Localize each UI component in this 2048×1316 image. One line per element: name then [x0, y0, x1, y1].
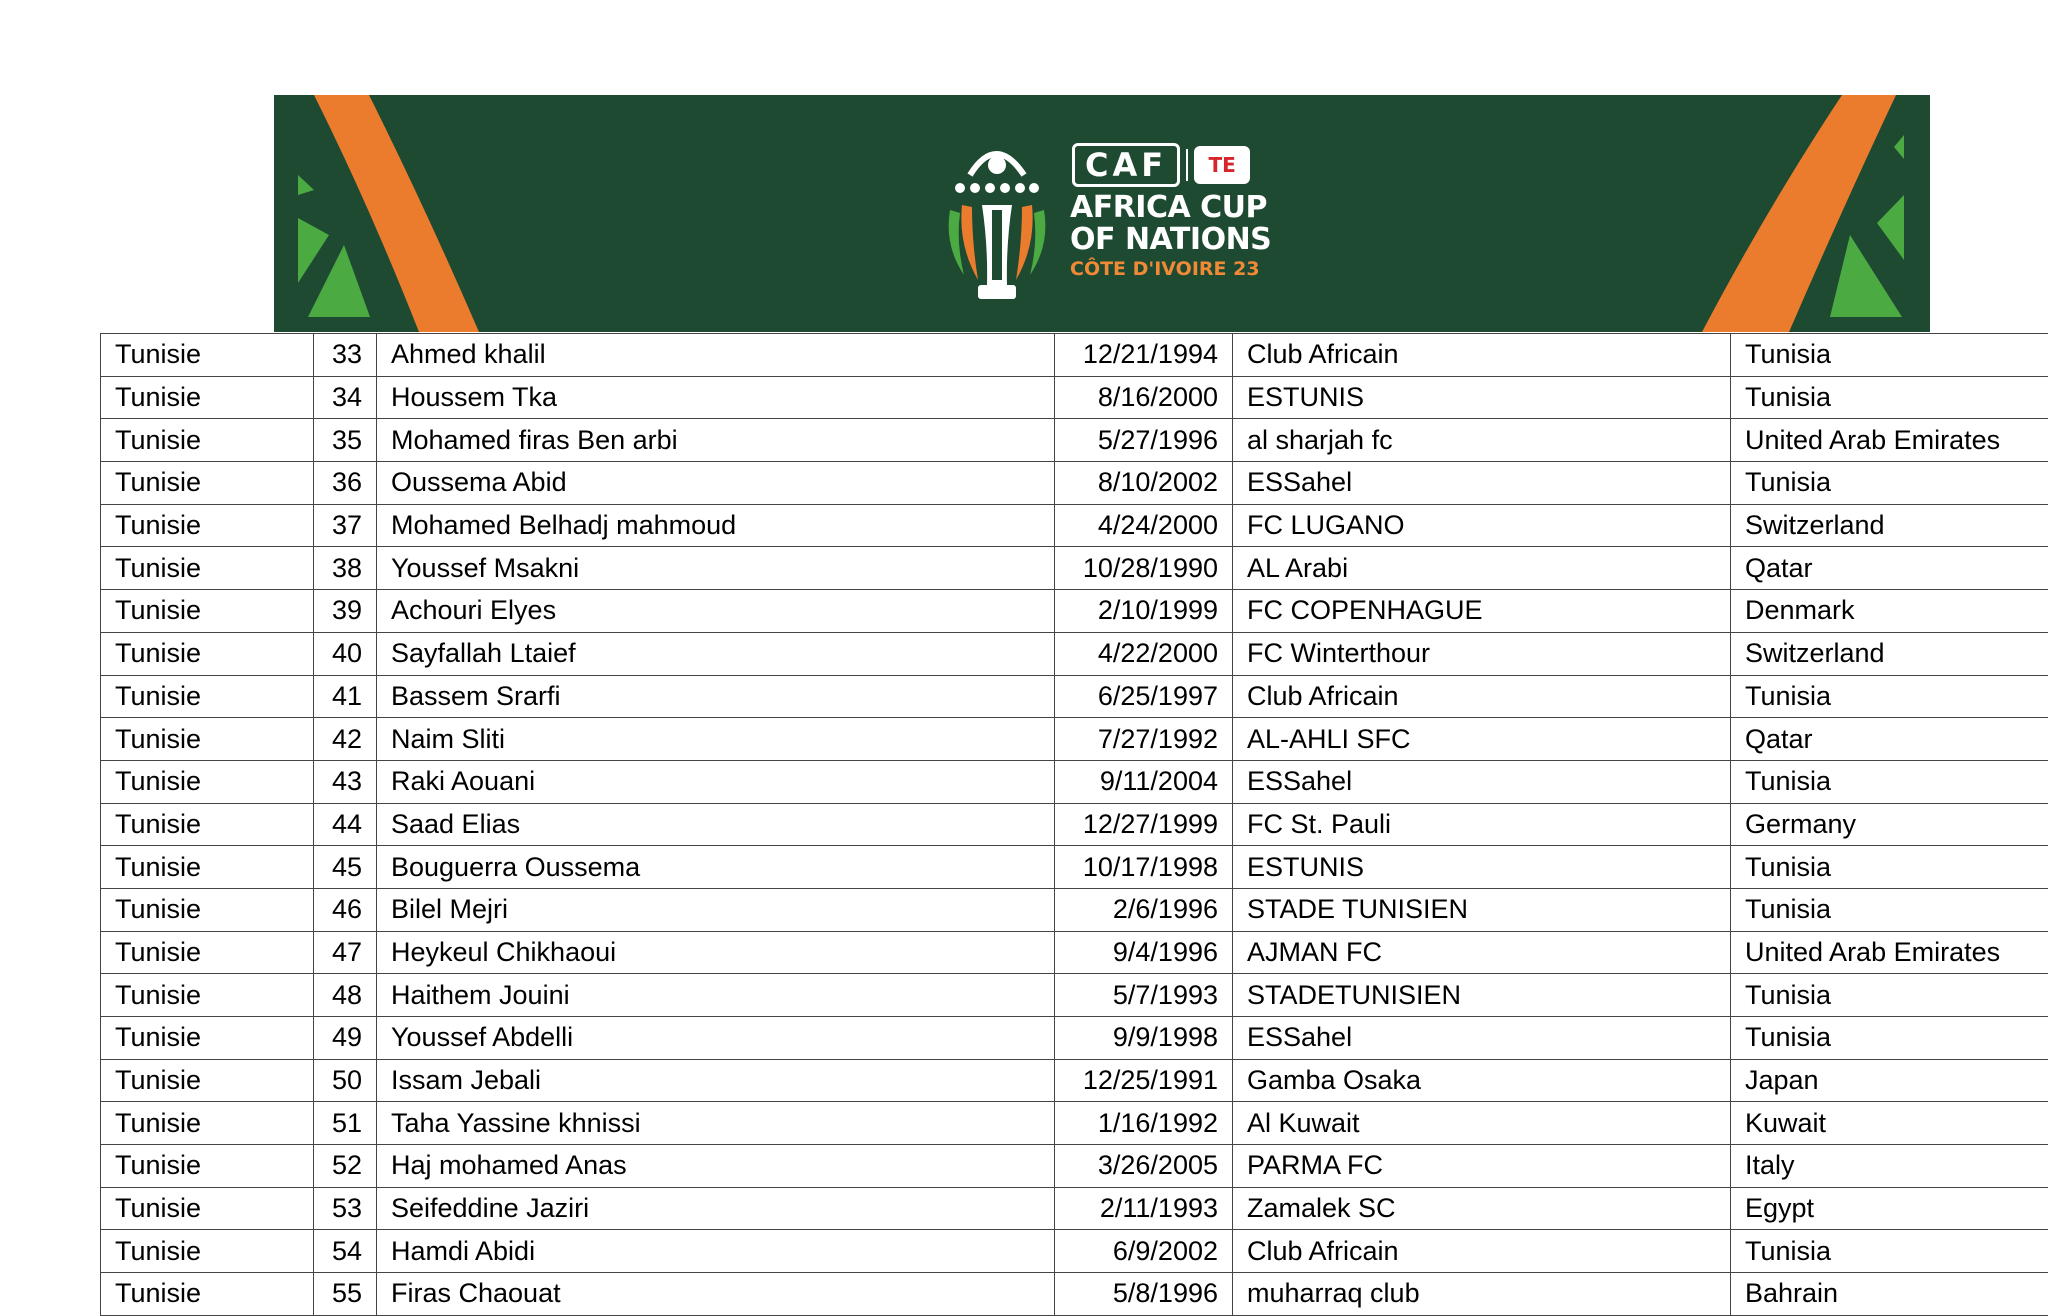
- left-green-triangle-3: [298, 175, 314, 195]
- number-cell: 34: [314, 376, 377, 419]
- birth-date-cell: 12/25/1991: [1055, 1059, 1233, 1102]
- club-cell: AL-AHLI SFC: [1233, 718, 1731, 761]
- team-cell: Tunisie: [101, 1230, 314, 1273]
- player-name-cell: Youssef Abdelli: [377, 1017, 1055, 1060]
- birth-date-cell: 12/21/1994: [1055, 334, 1233, 377]
- table-row: [101, 974, 2048, 1017]
- club-country-cell: Tunisia: [1731, 376, 2048, 419]
- number-cell: 40: [314, 632, 377, 675]
- team-cell: Tunisie: [101, 1102, 314, 1145]
- birth-date-cell: 2/6/1996: [1055, 888, 1233, 931]
- table-row: [101, 632, 2048, 675]
- number-cell: 42: [314, 718, 377, 761]
- number-cell: 51: [314, 1102, 377, 1145]
- birth-date-cell: 8/16/2000: [1055, 376, 1233, 419]
- club-country-cell: United Arab Emirates: [1731, 931, 2048, 974]
- club-cell: ESTUNIS: [1233, 376, 1731, 419]
- birth-date-cell: 10/17/1998: [1055, 846, 1233, 889]
- club-country-cell: United Arab Emirates: [1731, 419, 2048, 462]
- birth-date-cell: 8/10/2002: [1055, 462, 1233, 505]
- team-cell: Tunisie: [101, 547, 314, 590]
- player-name-cell: Mohamed Belhadj mahmoud: [377, 504, 1055, 547]
- club-country-cell: Denmark: [1731, 590, 2048, 633]
- table-row: [101, 504, 2048, 547]
- table-row: [101, 590, 2048, 633]
- table-row: [101, 803, 2048, 846]
- number-cell: 52: [314, 1145, 377, 1188]
- number-cell: 38: [314, 547, 377, 590]
- birth-date-cell: 4/22/2000: [1055, 632, 1233, 675]
- number-cell: 36: [314, 462, 377, 505]
- trophy-icon: [942, 125, 1052, 315]
- club-cell: FC COPENHAGUE: [1233, 590, 1731, 633]
- table-row: [101, 718, 2048, 761]
- club-country-cell: Japan: [1731, 1059, 2048, 1102]
- player-name-cell: Heykeul Chikhaoui: [377, 931, 1055, 974]
- club-cell: AJMAN FC: [1233, 931, 1731, 974]
- number-cell: 55: [314, 1273, 377, 1316]
- player-name-cell: Haithem Jouini: [377, 974, 1055, 1017]
- team-cell: Tunisie: [101, 1273, 314, 1316]
- number-cell: 46: [314, 888, 377, 931]
- club-country-cell: Tunisia: [1731, 888, 2048, 931]
- number-cell: 44: [314, 803, 377, 846]
- number-cell: 37: [314, 504, 377, 547]
- right-green-triangle-1: [1877, 195, 1904, 260]
- team-cell: Tunisie: [101, 590, 314, 633]
- sponsor-logo: TE: [1194, 146, 1250, 184]
- table-row: [101, 1017, 2048, 1060]
- birth-date-cell: 5/8/1996: [1055, 1273, 1233, 1316]
- number-cell: 47: [314, 931, 377, 974]
- club-cell: FC LUGANO: [1233, 504, 1731, 547]
- table-row: [101, 1230, 2048, 1273]
- birth-date-cell: 9/4/1996: [1055, 931, 1233, 974]
- player-name-cell: Issam Jebali: [377, 1059, 1055, 1102]
- club-cell: muharraq club: [1233, 1273, 1731, 1316]
- birth-date-cell: 2/10/1999: [1055, 590, 1233, 633]
- club-cell: PARMA FC: [1233, 1145, 1731, 1188]
- tournament-host-line: CÔTE D'IVOIRE 23: [1070, 260, 1260, 279]
- team-cell: Tunisie: [101, 419, 314, 462]
- roster-body: [101, 334, 2048, 1316]
- club-country-cell: Qatar: [1731, 718, 2048, 761]
- club-country-cell: Tunisia: [1731, 974, 2048, 1017]
- table-row: [101, 376, 2048, 419]
- number-cell: 54: [314, 1230, 377, 1273]
- number-cell: 33: [314, 334, 377, 377]
- club-cell: al sharjah fc: [1233, 419, 1731, 462]
- player-name-cell: Bassem Srarfi: [377, 675, 1055, 718]
- team-cell: Tunisie: [101, 376, 314, 419]
- player-name-cell: Achouri Elyes: [377, 590, 1055, 633]
- player-name-cell: Mohamed firas Ben arbi: [377, 419, 1055, 462]
- team-cell: Tunisie: [101, 803, 314, 846]
- table-row: [101, 846, 2048, 889]
- player-name-cell: Youssef Msakni: [377, 547, 1055, 590]
- club-country-cell: Switzerland: [1731, 504, 2048, 547]
- birth-date-cell: 12/27/1999: [1055, 803, 1233, 846]
- table-row: [101, 931, 2048, 974]
- team-cell: Tunisie: [101, 974, 314, 1017]
- club-country-cell: Tunisia: [1731, 1017, 2048, 1060]
- player-name-cell: Raki Aouani: [377, 760, 1055, 803]
- number-cell: 35: [314, 419, 377, 462]
- birth-date-cell: 1/16/1992: [1055, 1102, 1233, 1145]
- number-cell: 43: [314, 760, 377, 803]
- tournament-title-line-1: AFRICA CUP: [1070, 193, 1267, 223]
- club-cell: AL Arabi: [1233, 547, 1731, 590]
- player-name-cell: Hamdi Abidi: [377, 1230, 1055, 1273]
- number-cell: 53: [314, 1187, 377, 1230]
- table-row: [101, 888, 2048, 931]
- club-country-cell: Bahrain: [1731, 1273, 2048, 1316]
- birth-date-cell: 6/25/1997: [1055, 675, 1233, 718]
- club-country-cell: Tunisia: [1731, 846, 2048, 889]
- number-cell: 45: [314, 846, 377, 889]
- table-row: [101, 462, 2048, 505]
- club-country-cell: Tunisia: [1731, 462, 2048, 505]
- team-cell: Tunisie: [101, 1017, 314, 1060]
- table-row: [101, 760, 2048, 803]
- club-cell: ESSahel: [1233, 1017, 1731, 1060]
- number-cell: 41: [314, 675, 377, 718]
- left-green-triangle-2: [308, 245, 370, 317]
- club-cell: Gamba Osaka: [1233, 1059, 1731, 1102]
- birth-date-cell: 7/27/1992: [1055, 718, 1233, 761]
- player-name-cell: Sayfallah Ltaief: [377, 632, 1055, 675]
- table-row: [101, 547, 2048, 590]
- player-name-cell: Oussema Abid: [377, 462, 1055, 505]
- club-cell: ESTUNIS: [1233, 846, 1731, 889]
- right-green-triangle-3: [1894, 135, 1904, 159]
- afcon-logo: [942, 125, 1302, 305]
- player-name-cell: Ahmed khalil: [377, 334, 1055, 377]
- player-name-cell: Naim Sliti: [377, 718, 1055, 761]
- birth-date-cell: 4/24/2000: [1055, 504, 1233, 547]
- team-cell: Tunisie: [101, 675, 314, 718]
- birth-date-cell: 5/7/1993: [1055, 974, 1233, 1017]
- player-name-cell: Bouguerra Oussema: [377, 846, 1055, 889]
- table-row: [101, 334, 2048, 377]
- birth-date-cell: 3/26/2005: [1055, 1145, 1233, 1188]
- club-cell: Club Africain: [1233, 675, 1731, 718]
- club-country-cell: Italy: [1731, 1145, 2048, 1188]
- afcon-banner: [274, 95, 1930, 332]
- team-cell: Tunisie: [101, 1059, 314, 1102]
- club-country-cell: Kuwait: [1731, 1102, 2048, 1145]
- team-cell: Tunisie: [101, 1187, 314, 1230]
- tournament-title-line-2: OF NATIONS: [1070, 225, 1271, 255]
- team-cell: Tunisie: [101, 931, 314, 974]
- player-name-cell: Firas Chaouat: [377, 1273, 1055, 1316]
- caf-separator: [1186, 149, 1188, 181]
- player-name-cell: Bilel Mejri: [377, 888, 1055, 931]
- club-country-cell: Egypt: [1731, 1187, 2048, 1230]
- club-cell: Club Africain: [1233, 1230, 1731, 1273]
- left-green-triangle-1: [298, 218, 329, 283]
- club-cell: ESSahel: [1233, 760, 1731, 803]
- club-cell: STADE TUNISIEN: [1233, 888, 1731, 931]
- club-country-cell: Germany: [1731, 803, 2048, 846]
- player-name-cell: Houssem Tka: [377, 376, 1055, 419]
- team-cell: Tunisie: [101, 1145, 314, 1188]
- table-row: [101, 1102, 2048, 1145]
- club-country-cell: Tunisia: [1731, 675, 2048, 718]
- caf-logo: CAF: [1072, 143, 1180, 187]
- team-cell: Tunisie: [101, 462, 314, 505]
- right-green-triangle-2: [1830, 235, 1902, 317]
- team-cell: Tunisie: [101, 632, 314, 675]
- team-cell: Tunisie: [101, 504, 314, 547]
- club-cell: FC St. Pauli: [1233, 803, 1731, 846]
- club-cell: ESSahel: [1233, 462, 1731, 505]
- birth-date-cell: 6/9/2002: [1055, 1230, 1233, 1273]
- number-cell: 39: [314, 590, 377, 633]
- player-name-cell: Saad Elias: [377, 803, 1055, 846]
- birth-date-cell: 10/28/1990: [1055, 547, 1233, 590]
- player-name-cell: Seifeddine Jaziri: [377, 1187, 1055, 1230]
- club-cell: Zamalek SC: [1233, 1187, 1731, 1230]
- club-country-cell: Tunisia: [1731, 334, 2048, 377]
- table-row: [101, 675, 2048, 718]
- team-cell: Tunisie: [101, 760, 314, 803]
- number-cell: 48: [314, 974, 377, 1017]
- team-cell: Tunisie: [101, 888, 314, 931]
- caf-badge-row: [1072, 143, 1250, 187]
- team-cell: Tunisie: [101, 334, 314, 377]
- club-country-cell: Qatar: [1731, 547, 2048, 590]
- birth-date-cell: 9/9/1998: [1055, 1017, 1233, 1060]
- birth-date-cell: 9/11/2004: [1055, 760, 1233, 803]
- club-country-cell: Tunisia: [1731, 760, 2048, 803]
- birth-date-cell: 2/11/1993: [1055, 1187, 1233, 1230]
- club-cell: Al Kuwait: [1233, 1102, 1731, 1145]
- club-country-cell: Switzerland: [1731, 632, 2048, 675]
- club-cell: STADETUNISIEN: [1233, 974, 1731, 1017]
- team-cell: Tunisie: [101, 846, 314, 889]
- table-row: [101, 1187, 2048, 1230]
- player-name-cell: Haj mohamed Anas: [377, 1145, 1055, 1188]
- table-row: [101, 1145, 2048, 1188]
- player-name-cell: Taha Yassine khnissi: [377, 1102, 1055, 1145]
- table-row: [101, 1059, 2048, 1102]
- table-row: [101, 419, 2048, 462]
- club-cell: Club Africain: [1233, 334, 1731, 377]
- team-cell: Tunisie: [101, 718, 314, 761]
- number-cell: 49: [314, 1017, 377, 1060]
- birth-date-cell: 5/27/1996: [1055, 419, 1233, 462]
- number-cell: 50: [314, 1059, 377, 1102]
- player-roster-table: [100, 333, 2048, 1316]
- club-country-cell: Tunisia: [1731, 1230, 2048, 1273]
- club-cell: FC Winterthour: [1233, 632, 1731, 675]
